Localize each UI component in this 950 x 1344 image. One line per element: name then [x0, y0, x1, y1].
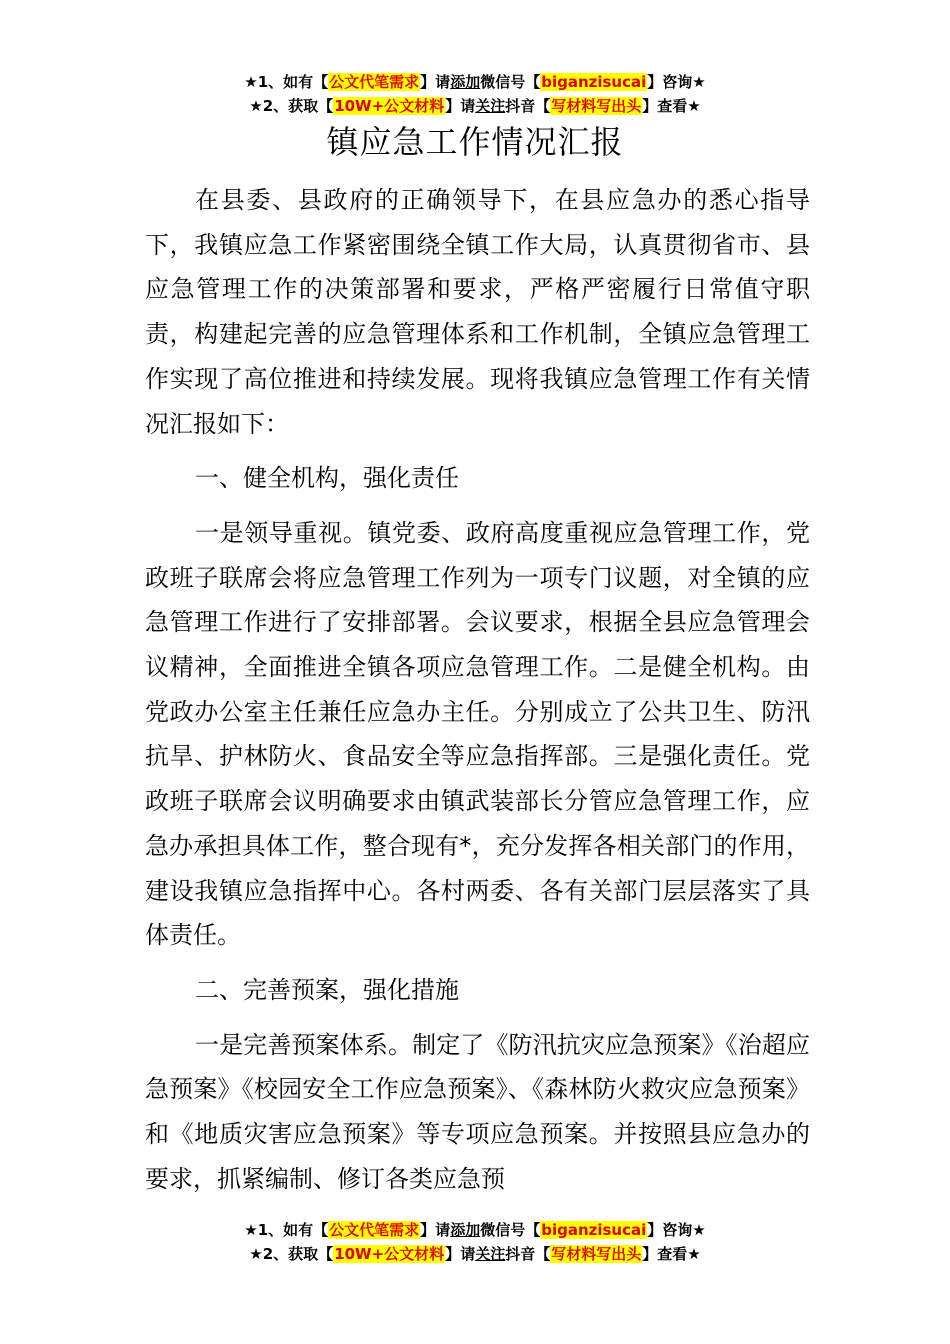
- promo-text: 】请: [445, 97, 476, 115]
- promo-text: 】咨询★: [647, 73, 706, 91]
- promo-text: 抖音【: [505, 1245, 551, 1263]
- promo-highlight: biganzisucai: [541, 1221, 647, 1239]
- promo-text: ★1、如有【: [244, 73, 329, 91]
- promo-highlight: 写材料写出头: [551, 1245, 642, 1263]
- promo-highlight: 公文代笔需求: [329, 1221, 420, 1239]
- document-title: 镇应急工作情况汇报: [326, 123, 624, 161]
- promo-line-2: [0, 94, 950, 118]
- promo-text: 】请: [420, 1221, 451, 1239]
- section-heading-2: 二、完善预案，强化措施: [195, 975, 459, 1004]
- section-paragraph-1: 一是领导重视。镇党委、政府高度重视应急管理工作，党政班子联席会将应急管理工作列为一项专门议题，对全镇的应急管理工作进行了安排部署。会议要求，根据全县应急管理会议精神，全面推进全镇各项应急管理工作。二是健全机构。由党政办公室主任兼任应急办主任。分别成立了公共卫生、防汛抗旱、护林防火、食品安全等应急指挥部。三是强化责任。党政班子联席会议明确要求由镇武装部长分管应急管理工作，应急办承担具体工作，整合现有*，充分发挥各相关部门的作用，建设我镇应急指挥中心。各村两委、各有关部门层层落实了具体责任。: [145, 518, 810, 950]
- promo-line-2: [0, 1242, 950, 1266]
- promo-text: ★2、获取【: [249, 97, 334, 115]
- promo-text: 】咨询★: [647, 1221, 706, 1239]
- promo-line-1: [0, 1218, 950, 1242]
- promo-banner-bottom: [0, 1218, 950, 1266]
- promo-underlined: 添加: [450, 73, 481, 91]
- promo-highlight: 10W+公文材料: [334, 97, 445, 115]
- promo-text: 微信号【: [480, 73, 541, 91]
- promo-text: 】请: [420, 73, 451, 91]
- promo-underlined: 关注: [475, 1245, 506, 1263]
- promo-highlight: 公文代笔需求: [329, 73, 420, 91]
- promo-text: 】查看★: [642, 1245, 701, 1263]
- promo-highlight: 写材料写出头: [551, 97, 642, 115]
- promo-text: ★1、如有【: [244, 1221, 329, 1239]
- section-heading-1: 一、健全机构，强化责任: [195, 464, 459, 493]
- promo-underlined: 添加: [450, 1221, 481, 1239]
- promo-text: 】请: [445, 1245, 476, 1263]
- promo-highlight: biganzisucai: [541, 73, 647, 91]
- promo-highlight: 10W+公文材料: [334, 1245, 445, 1263]
- promo-text: 抖音【: [505, 97, 551, 115]
- promo-underlined: 关注: [475, 97, 506, 115]
- promo-line-1: [0, 70, 950, 94]
- promo-banner-top: [0, 70, 950, 118]
- promo-text: ★2、获取【: [249, 1245, 334, 1263]
- promo-text: 】查看★: [642, 97, 701, 115]
- intro-paragraph: 在县委、县政府的正确领导下，在县应急办的悉心指导下，我镇应急工作紧密围绕全镇工作大局，认真贯彻省市、县应急管理工作的决策部署和要求，严格严密履行日常值守职责，构建起完善的应急管理体系和工作机制，全镇应急管理工作实现了高位推进和持续发展。现将我镇应急管理工作有关情况汇报如下：: [145, 186, 810, 438]
- promo-text: 微信号【: [480, 1221, 541, 1239]
- document-body: [145, 178, 810, 1201]
- section-paragraph-2: 一是完善预案体系。制定了《防汛抗灾应急预案》《治超应急预案》《校园安全工作应急预案》、《森林防火救灾应急预案》和《地质灾害应急预案》等专项应急预案。并按照县应急办的要求，抓紧编制、修订各类应急预: [145, 1030, 810, 1193]
